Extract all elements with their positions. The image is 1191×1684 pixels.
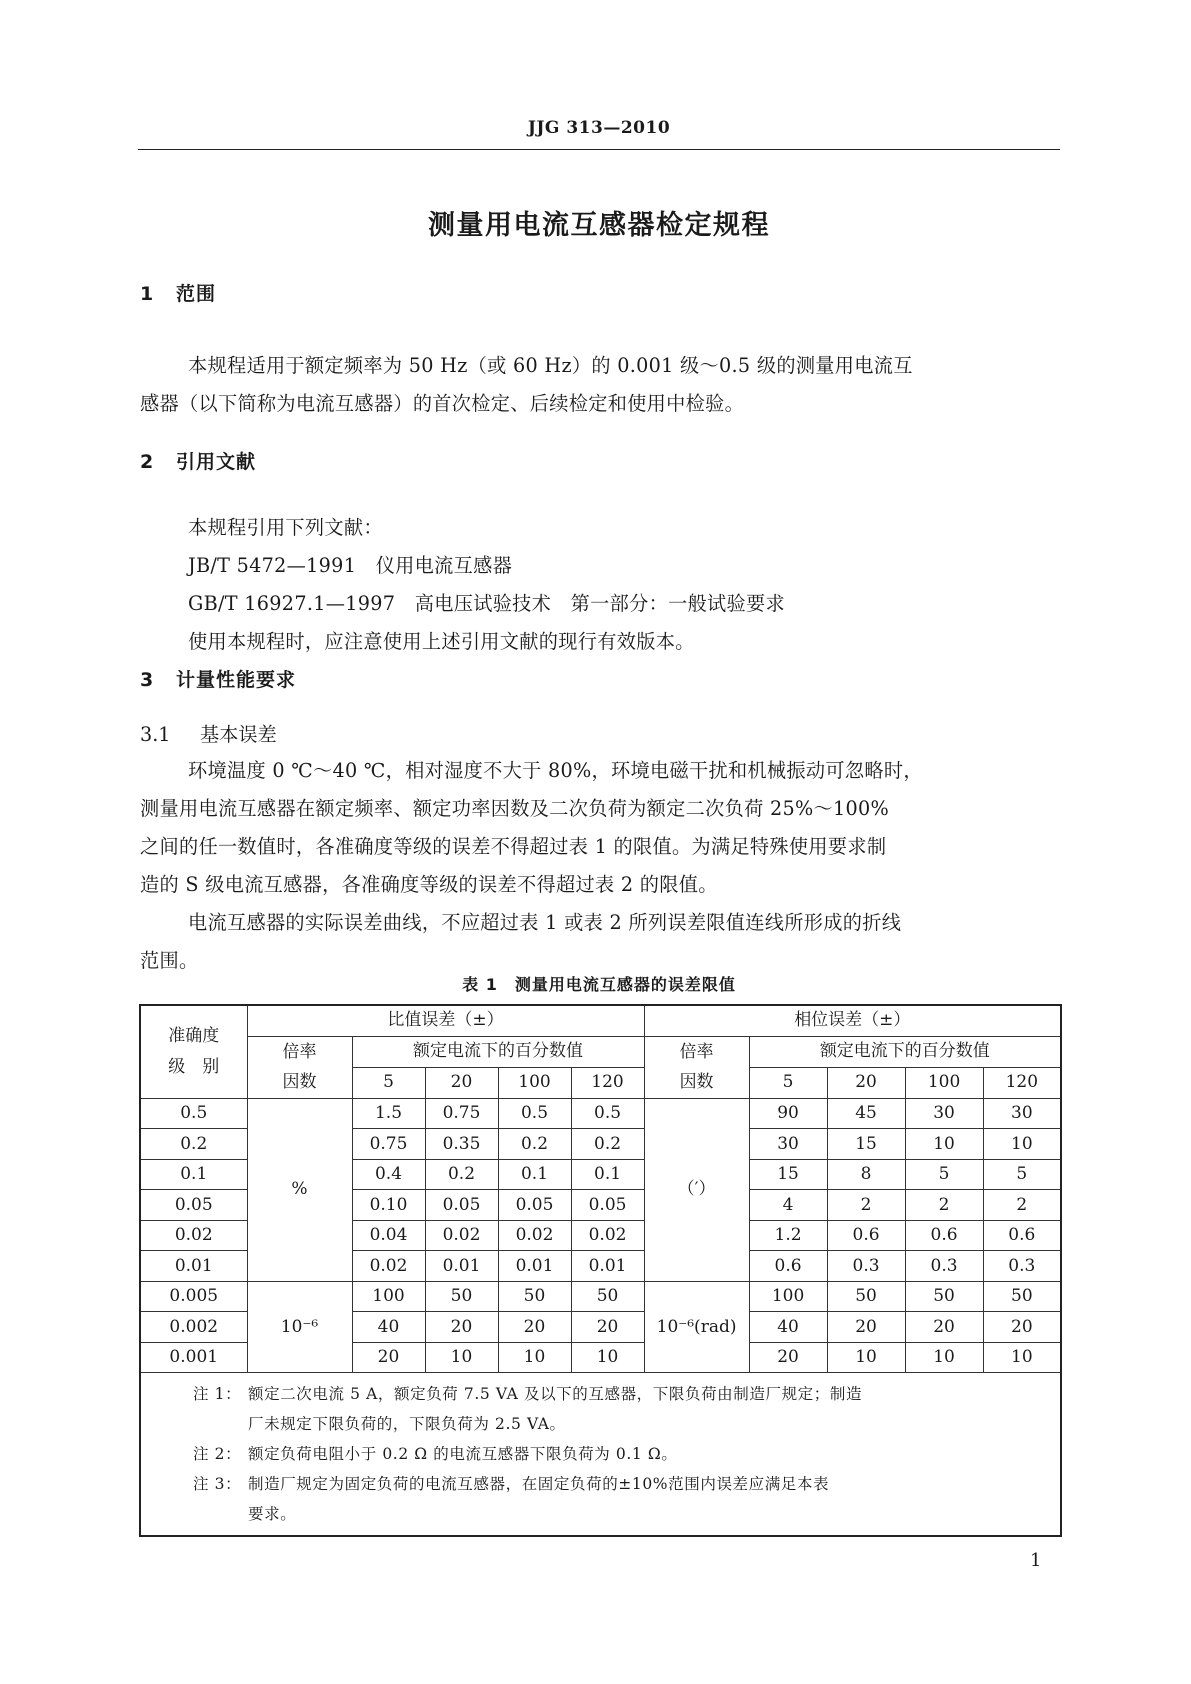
section-title: 计量性能要求 [176, 669, 297, 691]
ratio-error-cell: 20 [571, 1312, 644, 1343]
phase-error-cell: 15 [827, 1129, 905, 1160]
note-label: 注 2： [193, 1445, 242, 1464]
text-line: 本规程适用于额定频率为 50 Hz（或 60 Hz）的 0.001 级～0.5 级的测量用电流互 [188, 354, 913, 377]
reference-item: GB/T 16927.1—1997 高电压试验技术 第一部分：一般试验要求 [188, 592, 786, 615]
accuracy-class-cell: 0.05 [140, 1190, 247, 1221]
ratio-error-cell: 0.05 [571, 1190, 644, 1221]
phase-error-cell: 0.6 [827, 1220, 905, 1251]
ratio-error-cell: 50 [425, 1281, 498, 1312]
ratio-error-cell: 0.01 [425, 1251, 498, 1282]
note-text: 厂未规定下限负荷的，下限负荷为 2.5 VA。 [248, 1415, 566, 1434]
header-ratio-multiplier: 倍率 因数 [247, 1036, 352, 1098]
accuracy-class-cell: 0.002 [140, 1312, 247, 1343]
section-number: 2 [140, 451, 155, 473]
phase-unit-cell: 10⁻⁶(rad) [644, 1281, 749, 1373]
ratio-error-cell: 0.10 [352, 1190, 425, 1221]
accuracy-class-cell: 0.01 [140, 1251, 247, 1282]
ratio-error-cell: 0.05 [498, 1190, 571, 1221]
ratio-error-cell: 0.04 [352, 1220, 425, 1251]
phase-error-cell: 40 [749, 1312, 827, 1343]
section-2-heading [140, 447, 256, 474]
phase-error-cell: 10 [905, 1129, 983, 1160]
ratio-error-cell: 20 [352, 1342, 425, 1373]
ratio-error-cell: 0.2 [498, 1129, 571, 1160]
header-pct-value: 100 [498, 1067, 571, 1098]
ratio-error-cell: 0.01 [571, 1251, 644, 1282]
note-line [193, 1379, 1048, 1409]
page-number: 1 [1030, 1550, 1042, 1571]
ratio-error-cell: 10 [425, 1342, 498, 1373]
header-phase-multiplier: 倍率 因数 [644, 1036, 749, 1098]
table-notes-row [140, 1373, 1061, 1537]
note-text: 额定负荷电阻小于 0.2 Ω 的电流互感器下限负荷为 0.1 Ω。 [248, 1445, 678, 1464]
note-line [193, 1469, 1048, 1499]
header-pct-value: 100 [905, 1067, 983, 1098]
phase-error-cell: 0.3 [827, 1251, 905, 1282]
ratio-error-cell: 40 [352, 1312, 425, 1343]
header-pct-value: 5 [749, 1067, 827, 1098]
reference-item: JB/T 5472—1991 仪用电流互感器 [188, 554, 513, 577]
text-line: 之间的任一数值时，各准确度等级的误差不得超过表 1 的限值。为满足特殊使用要求制 [140, 835, 887, 858]
phase-error-cell: 5 [905, 1159, 983, 1190]
phase-error-cell: 2 [905, 1190, 983, 1221]
standard-code-header: JJG 313—2010 [527, 118, 671, 138]
phase-error-cell: 5 [983, 1159, 1061, 1190]
ratio-error-cell: 0.1 [498, 1159, 571, 1190]
section-title: 基本误差 [200, 723, 277, 746]
phase-error-cell: 10 [983, 1129, 1061, 1160]
ratio-error-cell: 100 [352, 1281, 425, 1312]
phase-error-cell: 2 [827, 1190, 905, 1221]
phase-error-cell: 0.6 [905, 1220, 983, 1251]
text-line: 造的 S 级电流互感器，各准确度等级的误差不得超过表 2 的限值。 [140, 873, 718, 896]
phase-error-cell: 8 [827, 1159, 905, 1190]
section-3-1-body [140, 752, 1060, 980]
section-1-heading [140, 279, 216, 306]
section-title: 引用文献 [176, 451, 257, 473]
phase-error-cell: 20 [983, 1312, 1061, 1343]
ratio-error-cell: 0.02 [571, 1220, 644, 1251]
header-pct-value: 120 [571, 1067, 644, 1098]
phase-error-cell: 20 [905, 1312, 983, 1343]
phase-error-cell: 50 [827, 1281, 905, 1312]
ratio-error-cell: 0.75 [425, 1098, 498, 1129]
ratio-error-cell: 0.02 [498, 1220, 571, 1251]
header-pct-value: 20 [827, 1067, 905, 1098]
ratio-error-cell: 0.5 [498, 1098, 571, 1129]
section-number: 3.1 [140, 723, 171, 746]
ratio-error-cell: 50 [571, 1281, 644, 1312]
phase-error-cell: 20 [749, 1342, 827, 1373]
phase-error-cell: 20 [827, 1312, 905, 1343]
section-3-heading [140, 665, 296, 692]
ratio-error-cell: 0.75 [352, 1129, 425, 1160]
table-note [193, 1379, 1048, 1439]
section-number: 1 [140, 283, 155, 305]
phase-error-cell: 45 [827, 1098, 905, 1129]
ratio-error-cell: 0.2 [425, 1159, 498, 1190]
phase-error-cell: 0.3 [983, 1251, 1061, 1282]
phase-error-cell: 100 [749, 1281, 827, 1312]
phase-error-cell: 2 [983, 1190, 1061, 1221]
header-accuracy-class: 准确度 级 别 [140, 1005, 247, 1098]
text-line: 范围。 [140, 949, 199, 972]
phase-error-cell: 0.3 [905, 1251, 983, 1282]
ratio-error-cell: 0.01 [498, 1251, 571, 1282]
ratio-error-cell: 10 [498, 1342, 571, 1373]
section-2-body [140, 509, 1060, 661]
phase-error-cell: 10 [827, 1342, 905, 1373]
header-ratio-error: 比值误差（±） [247, 1005, 644, 1036]
ratio-unit-cell: % [247, 1098, 352, 1281]
accuracy-class-cell: 0.005 [140, 1281, 247, 1312]
ratio-error-cell: 0.2 [571, 1129, 644, 1160]
table-note [193, 1439, 1048, 1469]
phase-error-cell: 30 [983, 1098, 1061, 1129]
ratio-error-cell: 1.5 [352, 1098, 425, 1129]
phase-error-cell: 30 [905, 1098, 983, 1129]
phase-error-cell: 50 [905, 1281, 983, 1312]
ratio-error-cell: 50 [498, 1281, 571, 1312]
note-text: 要求。 [248, 1505, 297, 1524]
section-title: 范围 [176, 283, 217, 305]
text-line: 测量用电流互感器在额定频率、额定功率因数及二次负荷为额定二次负荷 25%～100% [140, 797, 890, 820]
phase-error-cell: 4 [749, 1190, 827, 1221]
header-ratio-pct-rated: 额定电流下的百分数值 [352, 1036, 644, 1067]
phase-error-cell: 90 [749, 1098, 827, 1129]
section-1-body [140, 347, 1060, 423]
note-line [248, 1409, 1048, 1439]
ratio-error-cell: 0.05 [425, 1190, 498, 1221]
section-number: 3 [140, 669, 155, 691]
text-line: 环境温度 0 ℃～40 ℃，相对湿度不大于 80%，环境电磁干扰和机械振动可忽略时， [188, 759, 923, 782]
accuracy-class-cell: 0.001 [140, 1342, 247, 1373]
note-text: 额定二次电流 5 A，额定负荷 7.5 VA 及以下的互感器，下限负荷由制造厂规定；制造 [248, 1385, 863, 1404]
phase-error-cell: 30 [749, 1129, 827, 1160]
header-pct-value: 5 [352, 1067, 425, 1098]
phase-error-cell: 0.6 [749, 1251, 827, 1282]
ratio-error-cell: 0.4 [352, 1159, 425, 1190]
note-line [248, 1499, 1048, 1529]
section-3-1-heading [140, 720, 277, 747]
error-limits-table [139, 1004, 1062, 1537]
document-title: 测量用电流互感器检定规程 [428, 210, 770, 241]
phase-error-cell: 50 [983, 1281, 1061, 1312]
phase-unit-cell: （′） [644, 1098, 749, 1281]
text-line: 本规程引用下列文献： [188, 516, 383, 539]
phase-error-cell: 1.2 [749, 1220, 827, 1251]
ratio-error-cell: 0.1 [571, 1159, 644, 1190]
accuracy-class-cell: 0.5 [140, 1098, 247, 1129]
phase-error-cell: 15 [749, 1159, 827, 1190]
table-caption: 表 1 测量用电流互感器的误差限值 [462, 975, 736, 994]
phase-error-cell: 10 [983, 1342, 1061, 1373]
accuracy-class-cell: 0.02 [140, 1220, 247, 1251]
ratio-error-cell: 20 [498, 1312, 571, 1343]
ratio-error-cell: 0.02 [352, 1251, 425, 1282]
header-pct-value: 20 [425, 1067, 498, 1098]
header-phase-pct-rated: 额定电流下的百分数值 [749, 1036, 1061, 1067]
text-line: 电流互感器的实际误差曲线，不应超过表 1 或表 2 所列误差限值连线所形成的折线 [188, 911, 902, 934]
table-row [140, 1281, 1061, 1312]
ratio-error-cell: 20 [425, 1312, 498, 1343]
header-pct-value: 120 [983, 1067, 1061, 1098]
phase-error-cell: 10 [905, 1342, 983, 1373]
note-line [193, 1439, 1048, 1469]
table-notes [140, 1373, 1061, 1537]
ratio-error-cell: 0.02 [425, 1220, 498, 1251]
note-label: 注 3： [193, 1475, 242, 1494]
phase-error-cell: 0.6 [983, 1220, 1061, 1251]
accuracy-class-cell: 0.2 [140, 1129, 247, 1160]
text-line: 感器（以下简称为电流互感器）的首次检定、后续检定和使用中检验。 [140, 392, 745, 415]
table-row [140, 1098, 1061, 1129]
header-rule [138, 149, 1060, 150]
header-phase-error: 相位误差（±） [644, 1005, 1061, 1036]
note-text: 制造厂规定为固定负荷的电流互感器，在固定负荷的±10%范围内误差应满足本表 [248, 1475, 830, 1494]
ratio-error-cell: 0.35 [425, 1129, 498, 1160]
table-note [193, 1469, 1048, 1529]
note-label: 注 1： [193, 1385, 242, 1404]
text-line: 使用本规程时，应注意使用上述引用文献的现行有效版本。 [188, 630, 695, 653]
ratio-error-cell: 0.5 [571, 1098, 644, 1129]
ratio-unit-cell: 10⁻⁶ [247, 1281, 352, 1373]
ratio-error-cell: 10 [571, 1342, 644, 1373]
accuracy-class-cell: 0.1 [140, 1159, 247, 1190]
